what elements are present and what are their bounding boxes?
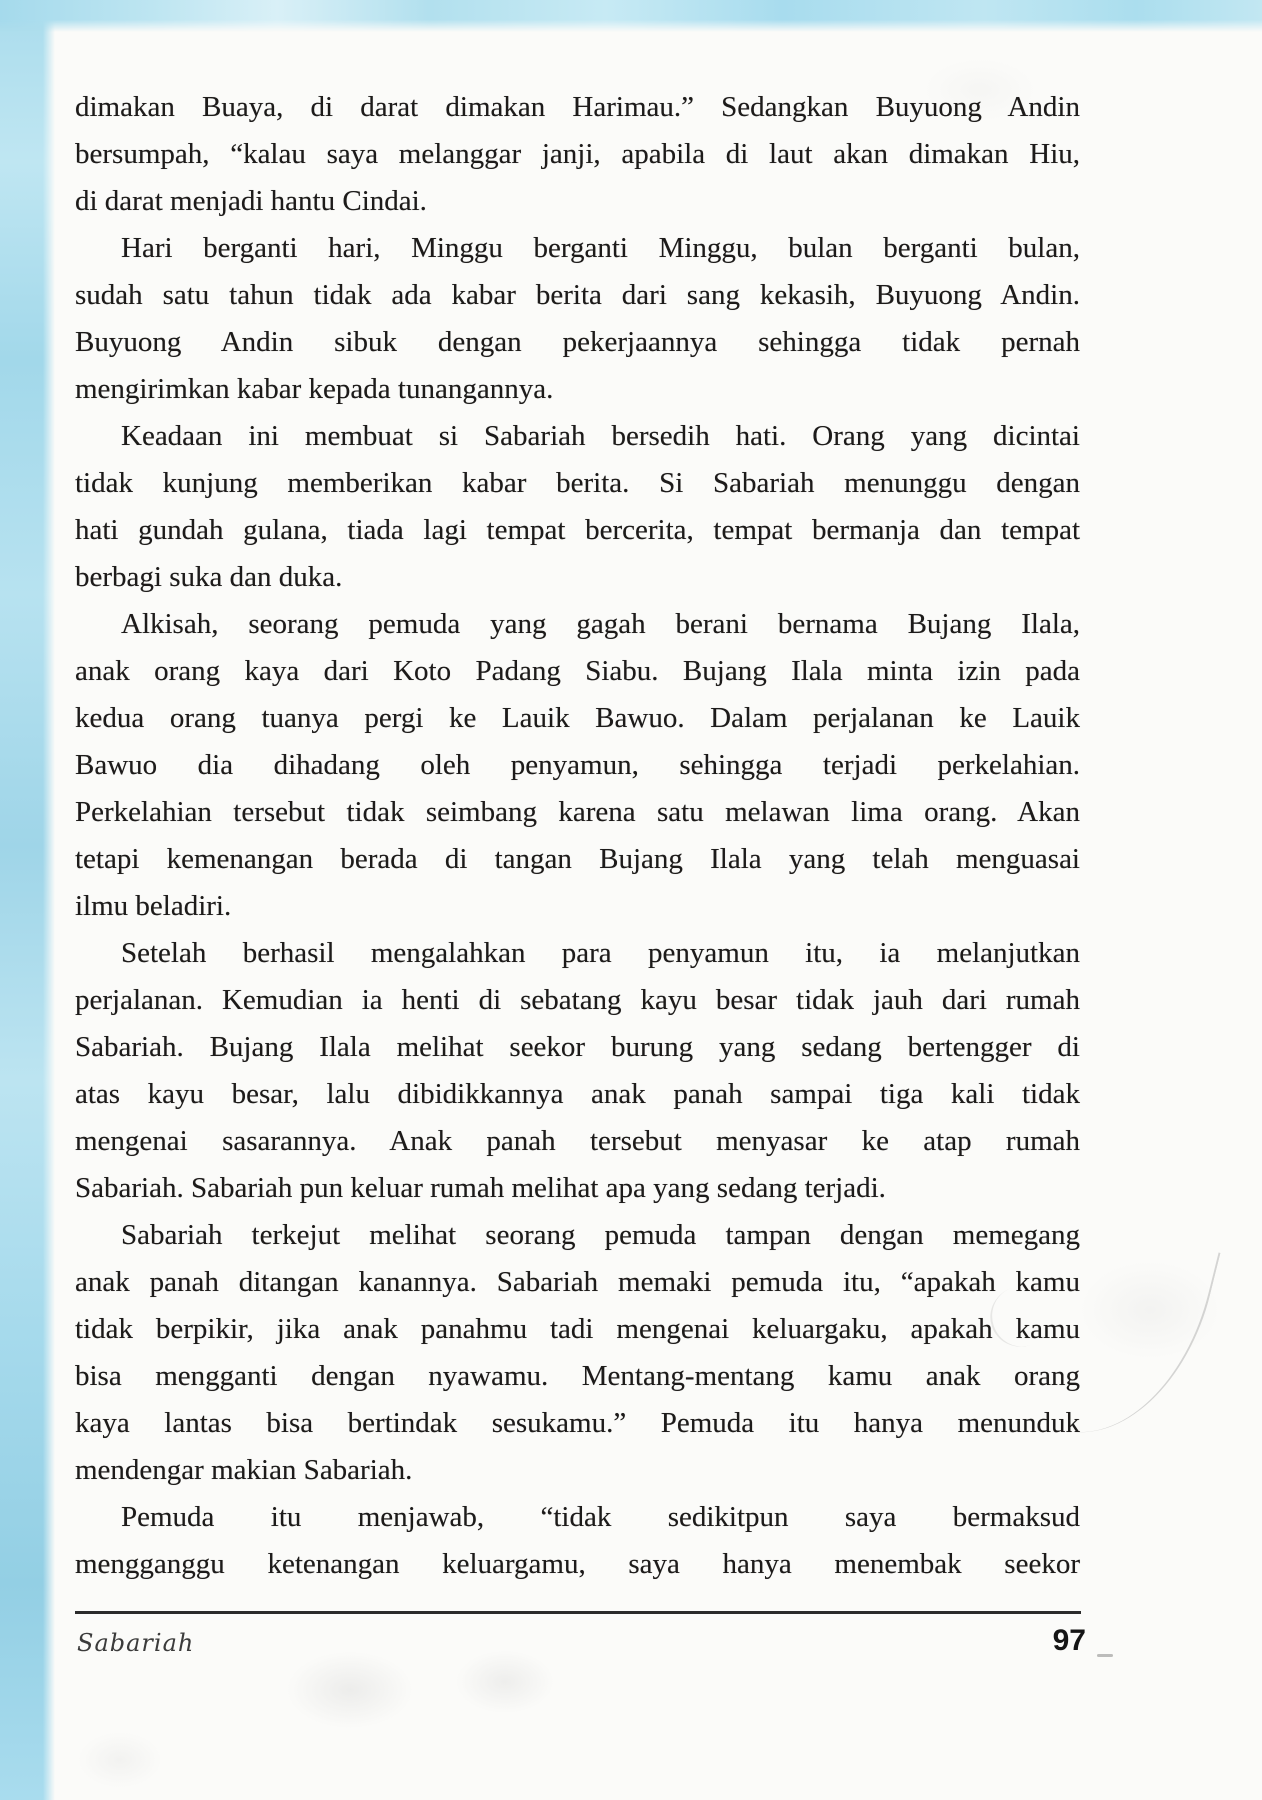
text-line: Sabariah. Bujang Ilala melihat seekor burung yang sedang bertengger di: [75, 1031, 1080, 1063]
text-line: Pemuda itu menjawab, “tidak sedikitpun saya bermaksud: [121, 1501, 1080, 1533]
text-line: Buyuong Andin sibuk dengan pekerjaannya sehingga tidak pernah: [75, 326, 1080, 358]
text-line: kedua orang tuanya pergi ke Lauik Bawuo. Dalam perjalanan ke Lauik: [75, 702, 1080, 734]
text-line: Bawuo dia dihadang oleh penyamun, sehingga terjadi perkelahian.: [75, 749, 1080, 781]
scan-edge-left: [0, 0, 55, 1800]
text-line: anak panah ditangan kanannya. Sabariah memaki pemuda itu, “apakah kamu: [75, 1266, 1080, 1298]
body-text-block: [75, 84, 1080, 1588]
footer-page-number: 97: [1052, 1624, 1086, 1657]
text-line: bersumpah, “kalau saya melanggar janji, apabila di laut akan dimakan Hiu,: [75, 138, 1080, 170]
paragraph: [75, 1494, 1080, 1588]
paragraph: [75, 413, 1080, 601]
text-line: atas kayu besar, lalu dibidikkannya anak panah sampai tiga kali tidak: [75, 1078, 1080, 1110]
text-line: hati gundah gulana, tiada lagi tempat bercerita, tempat bermanja dan tempat: [75, 514, 1080, 546]
text-line: di darat menjadi hantu Cindai.: [75, 185, 427, 217]
text-line: tetapi kemenangan berada di tangan Bujang Ilala yang telah menguasai: [75, 843, 1080, 875]
text-line: Alkisah, seorang pemuda yang gagah berani bernama Bujang Ilala,: [121, 608, 1080, 640]
text-line: tidak berpikir, jika anak panahmu tadi mengenai keluargaku, apakah kamu: [75, 1313, 1080, 1345]
text-line: anak orang kaya dari Koto Padang Siabu. Bujang Ilala minta izin pada: [75, 655, 1080, 687]
text-line: Keadaan ini membuat si Sabariah bersedih hati. Orang yang dicintai: [121, 420, 1080, 452]
text-line: mengganggu ketenangan keluargamu, saya hanya menembak seekor: [75, 1548, 1080, 1580]
paragraph: [75, 225, 1080, 413]
paragraph: [75, 1212, 1080, 1494]
text-line: berbagi suka dan duka.: [75, 561, 343, 593]
text-line: Hari berganti hari, Minggu berganti Minggu, bulan berganti bulan,: [121, 232, 1080, 264]
text-line: mendengar makian Sabariah.: [75, 1454, 413, 1486]
text-line: ilmu beladiri.: [75, 890, 232, 922]
text-line: Perkelahian tersebut tidak seimbang karena satu melawan lima orang. Akan: [75, 796, 1080, 828]
text-line: kaya lantas bisa bertindak sesukamu.” Pemuda itu hanya menunduk: [75, 1407, 1080, 1439]
scan-edge-top: [0, 0, 1262, 32]
text-line: Sabariah terkejut melihat seorang pemuda tampan dengan memegang: [121, 1219, 1080, 1251]
paragraph: [75, 930, 1080, 1212]
footer-divider: [75, 1611, 1081, 1614]
text-line: mengenai sasarannya. Anak panah tersebut menyasar ke atap rumah: [75, 1125, 1080, 1157]
text-line: dimakan Buaya, di darat dimakan Harimau.” Sedangkan Buyuong Andin: [75, 91, 1080, 123]
text-line: perjalanan. Kemudian ia henti di sebatang kayu besar tidak jauh dari rumah: [75, 984, 1080, 1016]
paragraph: [75, 84, 1080, 225]
text-line: Setelah berhasil mengalahkan para penyamun itu, ia melanjutkan: [121, 937, 1080, 969]
footer-stray-mark: [1097, 1654, 1113, 1657]
text-line: tidak kunjung memberikan kabar berita. Si Sabariah menunggu dengan: [75, 467, 1080, 499]
footer-book-title: Sabariah: [77, 1629, 195, 1657]
paragraph: [75, 601, 1080, 930]
text-line: Sabariah. Sabariah pun keluar rumah melihat apa yang sedang terjadi.: [75, 1172, 886, 1204]
text-line: mengirimkan kabar kepada tunangannya.: [75, 373, 554, 405]
text-line: bisa mengganti dengan nyawamu. Mentang-mentang kamu anak orang: [75, 1360, 1080, 1392]
text-line: sudah satu tahun tidak ada kabar berita dari sang kekasih, Buyuong Andin.: [75, 279, 1080, 311]
